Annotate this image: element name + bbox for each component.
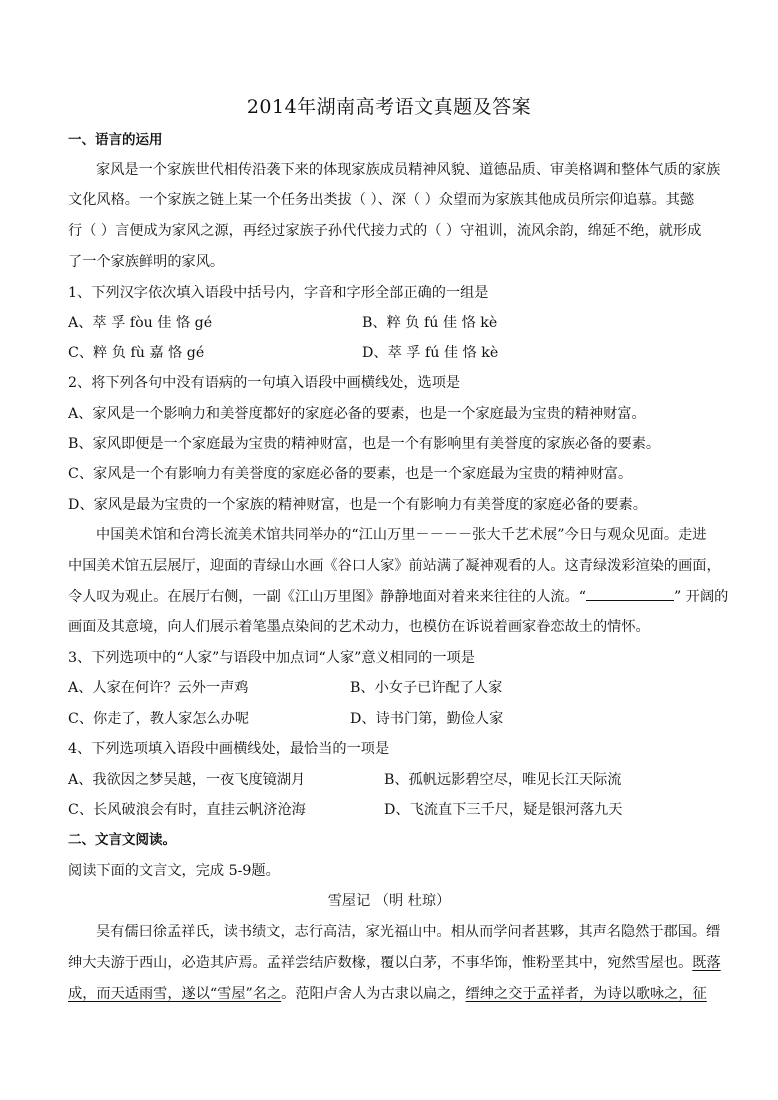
- question-1-stem: 1、下列汉字依次填入语段中括号内，字音和字形全部正确的一组是: [68, 285, 489, 301]
- question-1-option-d: D、萃 孚 fú 佳 恪 kè: [362, 345, 499, 361]
- text-title: 雪屋记 （明 杜琼）: [327, 893, 451, 909]
- question-2-option-c: C、家风是一个有影响力有美誉度的家庭必备的要素，也是一个家庭最为宝贵的精神财富。: [68, 466, 633, 482]
- question-3-option-b: B、小女子已许配了人家: [350, 680, 503, 696]
- classical-line: 吴有儒曰徐孟祥氏，读书绩文，志行高洁，家光福山中。相从而学问者甚夥，其声名隐然于郡国。缙: [96, 924, 721, 940]
- reading-intro: 阅读下面的文言文，完成 5-9题。: [68, 863, 280, 879]
- question-4-stem: 4、下列选项填入语段中画横线处，最恰当的一项是: [68, 741, 390, 757]
- classical-line: [68, 984, 718, 1004]
- question-4-option-a: A、我欲因之梦吴越，一夜飞度镜湖月: [68, 772, 306, 788]
- question-3-option-d: D、诗书门第，勤俭人家: [350, 711, 504, 727]
- passage-line: 行（ ）言便成为家风之源，再经过家族子孙代代接力式的（ ）守祖训，流风余韵，绵延不绝，就形成: [68, 223, 702, 239]
- classical-line: [68, 953, 721, 973]
- passage2-text: 令人叹为观止。在展厅右侧，一副《江山万里图》静静地面对着来来往往的人流。“: [68, 589, 587, 605]
- passage-line: 家风是一个家族世代相传沿袭下来的体现家族成员精神风貌、道德品质、审美格调和整体气质的家族: [96, 162, 721, 178]
- answer-blank: [586, 586, 674, 601]
- question-4-option-d: D、飞流直下三千尺，疑是银河落九天: [384, 802, 623, 818]
- section-heading-classical: 二、文言文阅读。: [68, 832, 176, 848]
- question-4-option-c: C、长风破浪会有时，直挂云帆济沧海: [68, 802, 306, 818]
- question-2-option-d: D、家风是最为宝贵的一个家族的精神财富，也是一个有影响力有美誉度的家庭必备的要素。: [68, 497, 647, 513]
- question-1-option-c: C、粹 负 fù 嘉 恪 gé: [68, 345, 205, 361]
- page-title: 2014年湖南高考语文真题及答案: [246, 96, 532, 118]
- underlined-phrase: 成，而天适雨雪，遂以“雪屋”名之: [68, 986, 282, 1002]
- question-2-option-a: A、家风是一个影响力和美誉度都好的家庭必备的要素，也是一个家庭最为宝贵的精神财富。: [68, 406, 646, 422]
- question-3-option-c: C、你走了，教人家怎么办呢: [68, 711, 250, 727]
- question-3-stem: 3、下列选项中的“人家”与语段中加点词“人家”意义相同的一项是: [68, 650, 475, 666]
- question-1-option-b: B、粹 负 fú 佳 恪 kè: [362, 315, 498, 331]
- passage2-line: [68, 586, 729, 607]
- question-1-option-a: A、萃 孚 fòu 佳 恪 gé: [68, 315, 213, 331]
- question-4-option-b: B、孤帆远影碧空尽，唯见长江天际流: [384, 772, 622, 788]
- passage-line: 了一个家族鲜明的家风。: [68, 254, 225, 270]
- passage2-text: ” 开阔的: [674, 589, 729, 605]
- question-3-option-a: A、人家在何许？云外一声鸡: [68, 680, 249, 696]
- underlined-phrase: 既落: [692, 955, 721, 971]
- classical-text: 。范阳卢舍人为古隶以扁之，: [281, 986, 466, 1002]
- underlined-phrase: 缙绅之交于孟祥者，为诗以歌咏之，征: [465, 986, 707, 1002]
- passage-line: 文化风格。一个家族之链上某一个任务出类拔（ ）、深（ ）众望而为家族其他成员所宗仰追慕。其懿: [68, 192, 695, 208]
- passage2-line: 中国美术馆和台湾长流美术馆共同举办的“江山万里－－－－张大千艺术展”今日与观众见面。走进: [96, 527, 707, 543]
- question-2-stem: 2、将下列各句中没有语病的一句填入语段中画横线处，选项是: [68, 375, 461, 391]
- passage2-line: 中国美术馆五层展厅，迎面的青绿山水画《谷口人家》前站满了凝神观看的人。这青绿泼彩渲染的画面，: [68, 558, 721, 574]
- question-2-option-b: B、家风即便是一个家庭最为宝贵的精神财富，也是一个有影响里有美誉度的家族必备的要素。: [68, 436, 661, 452]
- classical-text: 绅大夫游于西山，必造其庐焉。孟祥尝结庐数椽，覆以白茅，不事华饰，惟粉垩其中，宛然雪屋也。: [68, 955, 693, 971]
- section-heading-language: 一、语言的运用: [68, 132, 163, 148]
- passage2-line: 画面及其意境，向人们展示着笔墨点染间的艺术动力，也模仿在诉说着画家眷恋故土的情怀。: [68, 619, 650, 635]
